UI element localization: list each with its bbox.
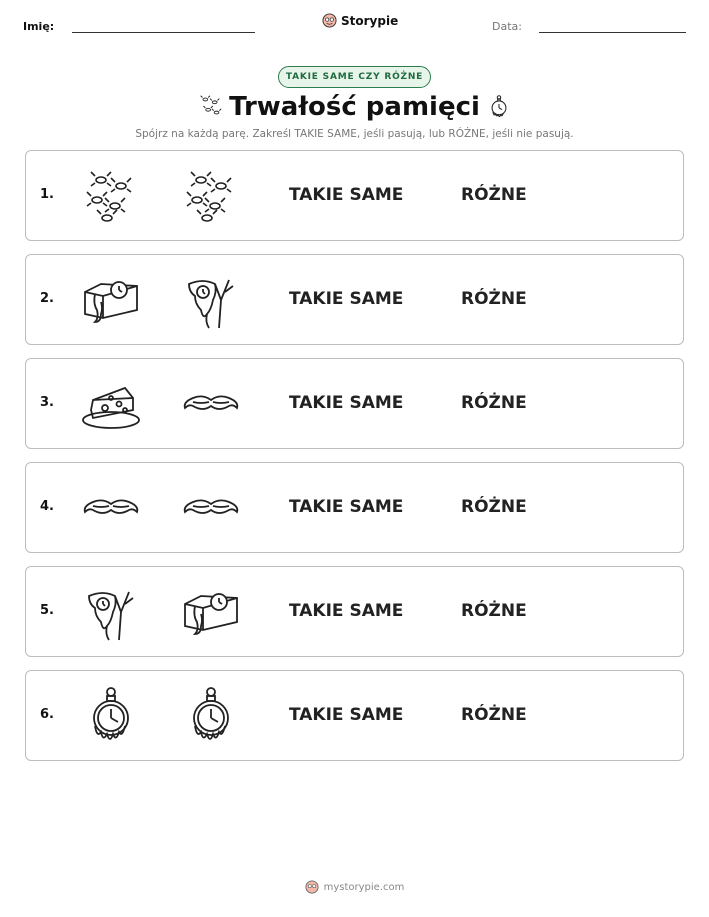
brand-logo xyxy=(322,13,398,28)
date-line[interactable] xyxy=(539,32,686,33)
melting-clock-box-icon xyxy=(181,582,241,642)
page-title: Trwałość pamięci xyxy=(229,92,480,122)
footer-url: mystorypie.com xyxy=(323,881,405,893)
pocket-watch-icon xyxy=(81,686,141,746)
date-label: Data: xyxy=(492,20,522,33)
option-takie-same[interactable]: TAKIE SAME xyxy=(289,497,404,517)
storypie-logo-icon xyxy=(322,13,337,28)
worksheet-type-badge: TAKIE SAME CZY RÓŻNE xyxy=(278,66,431,88)
option-rozne[interactable]: RÓŻNE xyxy=(461,497,527,517)
question-number: 5. xyxy=(40,603,54,618)
name-line[interactable] xyxy=(72,32,255,33)
option-takie-same[interactable]: TAKIE SAME xyxy=(289,705,404,725)
question-number: 1. xyxy=(40,187,54,202)
option-takie-same[interactable]: TAKIE SAME xyxy=(289,289,404,309)
brand-name: Storypie xyxy=(341,13,399,28)
mustache-icon xyxy=(181,374,241,434)
option-rozne[interactable]: RÓŻNE xyxy=(461,705,527,725)
ants-icon xyxy=(81,166,141,226)
option-takie-same[interactable]: TAKIE SAME xyxy=(289,185,404,205)
question-number: 6. xyxy=(40,707,54,722)
question-number: 3. xyxy=(40,395,54,410)
option-rozne[interactable]: RÓŻNE xyxy=(461,393,527,413)
question-number: 2. xyxy=(40,291,54,306)
question-card-5 xyxy=(25,566,684,657)
option-takie-same[interactable]: TAKIE SAME xyxy=(289,393,404,413)
question-card-1 xyxy=(25,150,684,241)
question-card-6 xyxy=(25,670,684,761)
question-card-3 xyxy=(25,358,684,449)
option-rozne[interactable]: RÓŻNE xyxy=(461,185,527,205)
melting-clock-tree-icon xyxy=(181,270,241,330)
name-label: Imię: xyxy=(23,20,55,33)
cheese-icon xyxy=(81,374,141,434)
mustache-icon xyxy=(181,478,241,538)
storypie-logo-icon xyxy=(305,880,319,894)
option-rozne[interactable]: RÓŻNE xyxy=(461,601,527,621)
melting-clock-box-icon xyxy=(81,270,141,330)
question-number: 4. xyxy=(40,499,54,514)
mustache-icon xyxy=(81,478,141,538)
question-card-4 xyxy=(25,462,684,553)
pocket-watch-icon xyxy=(486,92,512,126)
question-card-2 xyxy=(25,254,684,345)
option-rozne[interactable]: RÓŻNE xyxy=(461,289,527,309)
option-takie-same[interactable]: TAKIE SAME xyxy=(289,601,404,621)
ants-icon xyxy=(181,166,241,226)
footer xyxy=(0,880,709,894)
instructions: Spójrz na każdą parę. Zakreśl TAKIE SAME, jeśli pasują, lub RÓŻNE, jeśli nie pasują. xyxy=(135,128,574,140)
melting-clock-tree-icon xyxy=(81,582,141,642)
pocket-watch-icon xyxy=(181,686,241,746)
